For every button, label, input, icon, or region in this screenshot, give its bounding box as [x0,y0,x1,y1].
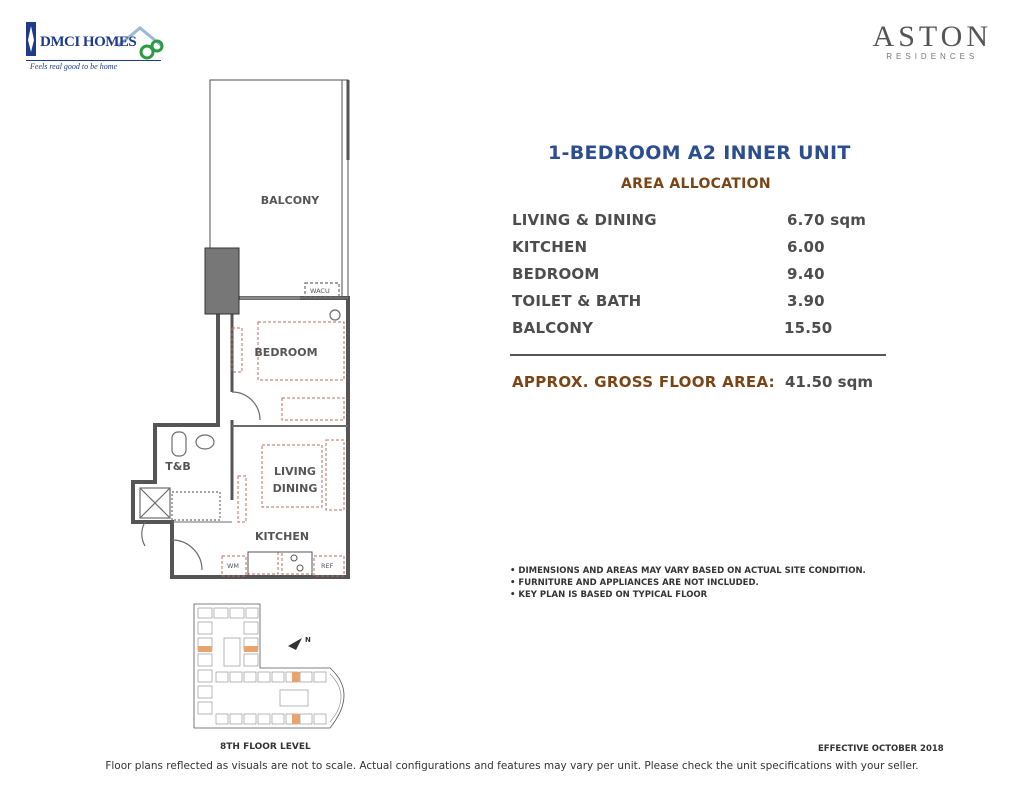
floor-plan [120,78,370,588]
balcony-label: BALCONY [260,194,320,207]
note-item: • FURNITURE AND APPLIANCES ARE NOT INCLUDED. [510,578,759,588]
stove [282,552,312,574]
room-row [512,211,882,235]
tb-label: T&B [165,460,191,473]
brand-name: DMCI HOMES [40,34,137,50]
key-plan-caption: 8TH FLOOR LEVEL [220,742,311,752]
living-label: LIVING [274,465,316,478]
room-area: 9.40 [787,265,825,283]
divider [510,354,886,356]
project-logo [873,22,992,61]
footer-disclaimer: Floor plans reflected as visuals are not to scale. Actual configurations and features may vary per unit. Please check the unit specifications with your seller. [105,760,919,772]
gross-floor-area-label: APPROX. GROSS FLOOR AREA: [512,373,775,391]
key-plan [180,598,360,738]
logo-rule [26,60,161,61]
room-name: TOILET & BATH [512,292,642,310]
kitchen-label: KITCHEN [254,530,310,543]
room-row [512,238,882,262]
wacu-label: WACU [310,287,330,295]
room-area: 6.00 [787,238,825,256]
column [205,248,239,314]
note-item: • KEY PLAN IS BASED ON TYPICAL FLOOR [510,590,708,600]
area-heading: AREA ALLOCATION [621,176,771,192]
room-row [512,319,882,343]
room-row [512,292,882,316]
ref-label: REF [321,562,334,570]
unit-title: 1-BEDROOM A2 INNER UNIT [548,142,851,164]
room-area: 3.90 [787,292,825,310]
room-area: 6.70 sqm [787,211,867,229]
wm-label: WM [227,562,240,570]
project-subtitle: RESIDENCES [886,52,979,61]
wardrobe [282,398,344,420]
room-area: 15.50 [784,319,833,337]
sofa [238,476,246,522]
north-arrow-icon [288,638,302,650]
bedroom-label: BEDROOM [254,346,318,359]
room-row [512,265,882,289]
effective-date: EFFECTIVE OCTOBER 2018 [818,744,944,754]
dining-label: DINING [272,482,318,495]
room-name: BEDROOM [512,265,600,283]
gross-floor-area-value: 41.50 sqm [785,373,873,391]
dmci-logo [22,20,172,80]
room-name: BALCONY [512,319,594,337]
brand-tagline: Feels real good to be home [30,62,118,71]
room-name: LIVING & DINING [512,211,657,229]
note-item: • DIMENSIONS AND AREAS MAY VARY BASED ON ACTUAL SITE CONDITION. [510,566,866,576]
sink [248,552,278,574]
room-name: KITCHEN [512,238,588,256]
north-label: N [305,636,311,644]
project-name: ASTON [872,20,992,53]
